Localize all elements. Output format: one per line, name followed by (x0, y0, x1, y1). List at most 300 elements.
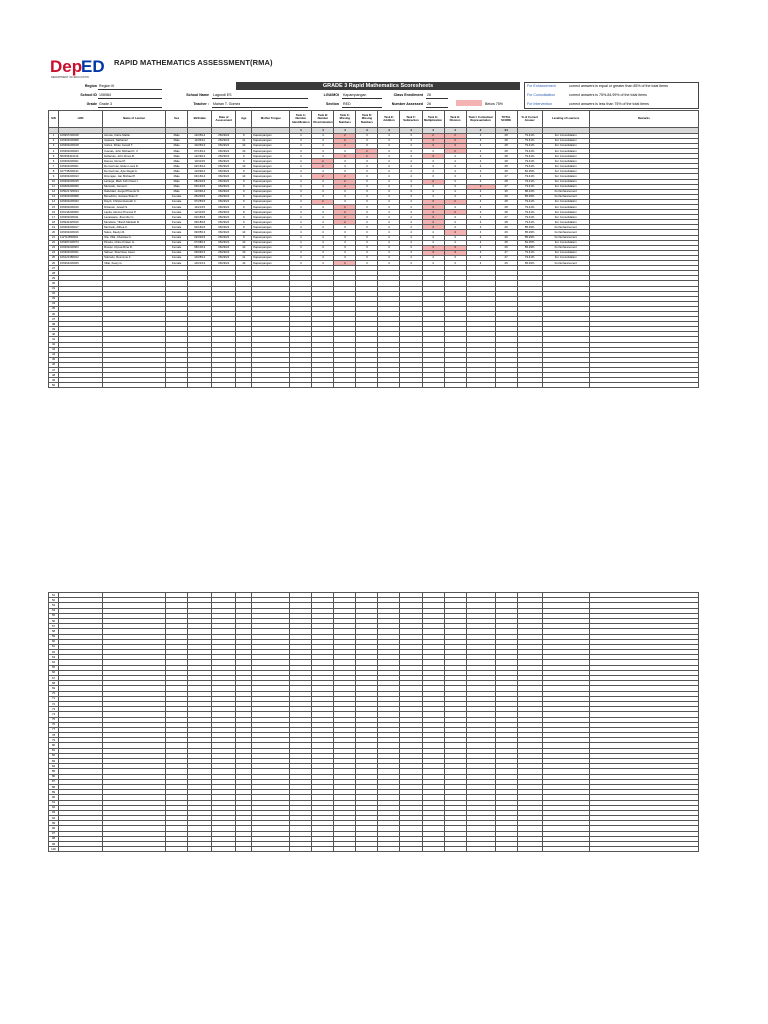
task-score-cell[interactable]: 4 (378, 174, 400, 179)
empty-cell[interactable] (517, 847, 542, 852)
learner-name-cell[interactable]: Villar, Keely G. (103, 261, 166, 266)
task-score-cell[interactable]: 4 (378, 164, 400, 169)
serial-number-cell[interactable]: 84 (49, 764, 59, 769)
task-score-cell[interactable]: 4 (312, 210, 334, 215)
assessment-date-cell[interactable]: 06/29/24 (212, 220, 236, 225)
total-score-cell[interactable]: 28 (495, 138, 517, 143)
task-score-cell[interactable]: 3 (422, 148, 444, 153)
empty-cell[interactable] (378, 383, 400, 388)
empty-cell[interactable] (59, 847, 103, 852)
task-score-cell[interactable]: 3 (356, 184, 378, 189)
lrn-cell[interactable]: 106363230015 (59, 179, 103, 184)
assessment-date-cell[interactable]: 06/29/24 (212, 230, 236, 235)
age-cell[interactable]: 9 (236, 189, 252, 194)
total-score-cell[interactable]: 28 (495, 169, 517, 174)
task-score-cell[interactable]: 3 (334, 230, 356, 235)
learner-name-cell[interactable]: De Guzman, Zyle Regal G. (103, 169, 166, 174)
serial-number-cell[interactable]: 30 (49, 281, 59, 286)
task-score-cell[interactable]: 4 (378, 189, 400, 194)
total-score-cell[interactable]: 29 (495, 225, 517, 230)
leveling-cell[interactable]: For Enhancement (542, 194, 589, 199)
task-score-cell[interactable]: 4 (422, 189, 444, 194)
task-score-cell[interactable]: 3 (356, 194, 378, 199)
learner-name-cell[interactable]: Acunia, Claire Mattie (103, 133, 166, 138)
percent-correct-cell[interactable]: 85.29% (517, 235, 542, 240)
assessment-date-cell[interactable]: 06/29/24 (212, 235, 236, 240)
task-score-cell[interactable]: 4 (466, 261, 495, 266)
task-score-cell[interactable]: 3 (334, 235, 356, 240)
age-cell[interactable]: 10 (236, 143, 252, 148)
total-score-cell[interactable]: 27 (495, 215, 517, 220)
sex-cell[interactable]: Female (166, 250, 188, 255)
task-score-cell[interactable]: 3 (356, 169, 378, 174)
total-score-cell[interactable]: 29 (495, 230, 517, 235)
learner-name-cell[interactable]: Carlos, Khian Jonard T. (103, 143, 166, 148)
empty-cell[interactable] (542, 847, 589, 852)
total-score-cell[interactable]: 28 (495, 148, 517, 153)
birthdate-cell[interactable]: 10/25/12 (188, 255, 212, 260)
serial-number-cell[interactable]: 28 (49, 271, 59, 276)
task-score-cell[interactable]: 3 (422, 143, 444, 148)
empty-cell[interactable] (188, 847, 212, 852)
mother-tongue-cell[interactable]: Kapampangan (252, 225, 290, 230)
mother-tongue-cell[interactable]: Kapampangan (252, 250, 290, 255)
serial-number-cell[interactable]: 5 (49, 154, 59, 159)
age-cell[interactable]: 11 (236, 138, 252, 143)
task-score-cell[interactable]: 4 (466, 143, 495, 148)
serial-number-cell[interactable]: 68 (49, 681, 59, 686)
assessment-date-cell[interactable]: 06/29/24 (212, 189, 236, 194)
empty-cell[interactable] (334, 847, 356, 852)
task-score-cell[interactable]: 4 (312, 205, 334, 210)
task-score-cell[interactable]: 4 (400, 159, 422, 164)
assessment-date-cell[interactable]: 06/29/24 (212, 199, 236, 204)
age-cell[interactable]: 9 (236, 133, 252, 138)
learner-name-cell[interactable]: Cuevas, John Michael D. II (103, 148, 166, 153)
task-score-cell[interactable]: 3 (444, 179, 466, 184)
task-score-cell[interactable]: 3 (400, 245, 422, 250)
task-score-cell[interactable]: 4 (444, 240, 466, 245)
serial-number-cell[interactable]: 27 (49, 266, 59, 271)
serial-number-cell[interactable]: 96 (49, 826, 59, 831)
assessment-date-cell[interactable]: 06/29/24 (212, 210, 236, 215)
assessment-date-cell[interactable]: 06/29/24 (212, 184, 236, 189)
task-score-cell[interactable]: 3 (334, 245, 356, 250)
leveling-cell[interactable]: For Enhancement (542, 189, 589, 194)
serial-number-cell[interactable]: 6 (49, 159, 59, 164)
mother-tongue-cell[interactable]: Kapampangan (252, 133, 290, 138)
task-score-cell[interactable]: 4 (290, 164, 312, 169)
task-score-cell[interactable]: 2 (422, 179, 444, 184)
task-score-cell[interactable]: 3 (422, 164, 444, 169)
leveling-cell[interactable]: For Consolidation (542, 210, 589, 215)
learner-name-cell[interactable]: Lapita, Alonna Princess P. (103, 210, 166, 215)
task-score-cell[interactable]: 4 (312, 250, 334, 255)
serial-number-cell[interactable]: 58 (49, 629, 59, 634)
serial-number-cell[interactable]: 23 (49, 245, 59, 250)
assessment-date-cell[interactable]: 06/29/24 (212, 154, 236, 159)
task-score-cell[interactable]: 4 (290, 154, 312, 159)
percent-correct-cell[interactable]: 79.41% (517, 205, 542, 210)
serial-number-cell[interactable]: 3 (49, 143, 59, 148)
birthdate-cell[interactable]: 07/08/13 (188, 240, 212, 245)
age-cell[interactable]: 9 (236, 194, 252, 199)
percent-correct-cell[interactable]: 85.29% (517, 194, 542, 199)
serial-number-cell[interactable]: 51 (49, 593, 59, 598)
task-score-cell[interactable]: 4 (466, 235, 495, 240)
task-score-cell[interactable]: 4 (466, 210, 495, 215)
task-score-cell[interactable]: 4 (400, 215, 422, 220)
mother-tongue-cell[interactable]: Kapampangan (252, 245, 290, 250)
sex-cell[interactable]: Male (166, 138, 188, 143)
assessment-date-cell[interactable]: 06/29/24 (212, 133, 236, 138)
learner-name-cell[interactable]: Mercado, Althea C. (103, 225, 166, 230)
learner-name-cell[interactable]: Dizanam, Jewell S. (103, 205, 166, 210)
serial-number-cell[interactable]: 42 (49, 342, 59, 347)
learner-name-cell[interactable]: Saboer, Sherrilose Janet (103, 250, 166, 255)
birthdate-cell[interactable]: 09/09/13 (188, 250, 212, 255)
serial-number-cell[interactable]: 50 (49, 383, 59, 388)
serial-number-cell[interactable]: 1 (49, 133, 59, 138)
task-score-cell[interactable]: 3 (422, 250, 444, 255)
task-score-cell[interactable]: 4 (312, 225, 334, 230)
sex-cell[interactable]: Male (166, 169, 188, 174)
task-score-cell[interactable]: 3 (444, 143, 466, 148)
serial-number-cell[interactable]: 83 (49, 759, 59, 764)
total-score-cell[interactable]: 28 (495, 143, 517, 148)
task-score-cell[interactable]: 4 (378, 235, 400, 240)
learner-name-cell[interactable]: Lavaswara, Jhennifer C. (103, 215, 166, 220)
task-score-cell[interactable]: 2 (444, 138, 466, 143)
mother-tongue-cell[interactable]: Kapampangan (252, 240, 290, 245)
task-score-cell[interactable]: 4 (312, 179, 334, 184)
task-score-cell[interactable]: 4 (444, 189, 466, 194)
task-score-cell[interactable]: 3 (356, 210, 378, 215)
percent-correct-cell[interactable]: 82.35% (517, 240, 542, 245)
lrn-cell[interactable]: 106942420016 (59, 220, 103, 225)
lrn-cell[interactable]: 105021720014 (59, 189, 103, 194)
serial-number-cell[interactable]: 20 (49, 230, 59, 235)
task-score-cell[interactable]: 4 (312, 245, 334, 250)
task-score-cell[interactable]: 4 (466, 164, 495, 169)
task-score-cell[interactable]: 4 (312, 230, 334, 235)
task-score-cell[interactable]: 3 (356, 215, 378, 220)
total-score-cell[interactable]: 27 (495, 250, 517, 255)
assessment-date-cell[interactable]: 06/29/24 (212, 159, 236, 164)
leveling-cell[interactable]: For Consolidation (542, 220, 589, 225)
assessment-date-cell[interactable]: 06/29/24 (212, 194, 236, 199)
total-score-cell[interactable]: 30 (495, 189, 517, 194)
enrollment-value[interactable]: 26 (426, 91, 448, 99)
percent-correct-cell[interactable]: 79.41% (517, 215, 542, 220)
task-score-cell[interactable]: 2 (334, 133, 356, 138)
mother-tongue-cell[interactable]: Kapampangan (252, 194, 290, 199)
grade-value[interactable]: Grade 3 (98, 100, 162, 108)
age-cell[interactable]: 10 (236, 174, 252, 179)
empty-cell[interactable] (495, 847, 517, 852)
task-score-cell[interactable]: 3 (422, 215, 444, 220)
leveling-cell[interactable]: For Consolidation (542, 255, 589, 260)
serial-number-cell[interactable]: 87 (49, 779, 59, 784)
mother-tongue-cell[interactable]: Kapampangan (252, 261, 290, 266)
task-score-cell[interactable]: 3 (444, 245, 466, 250)
serial-number-cell[interactable]: 57 (49, 624, 59, 629)
serial-number-cell[interactable]: 22 (49, 240, 59, 245)
mother-tongue-cell[interactable]: Kapampangan (252, 210, 290, 215)
serial-number-cell[interactable]: 19 (49, 225, 59, 230)
empty-cell[interactable] (188, 383, 212, 388)
serial-number-cell[interactable]: 26 (49, 261, 59, 266)
serial-number-cell[interactable]: 77 (49, 727, 59, 732)
empty-cell[interactable] (312, 383, 334, 388)
lrn-cell[interactable]: 106363230016 (59, 230, 103, 235)
leveling-cell[interactable]: For Enhancement (542, 235, 589, 240)
leveling-cell[interactable]: For Consolidation (542, 184, 589, 189)
serial-number-cell[interactable]: 14 (49, 199, 59, 204)
serial-number-cell[interactable]: 78 (49, 733, 59, 738)
task-score-cell[interactable]: 4 (312, 215, 334, 220)
serial-number-cell[interactable]: 40 (49, 332, 59, 337)
percent-correct-cell[interactable]: 82.35% (517, 169, 542, 174)
serial-number-cell[interactable]: 73 (49, 707, 59, 712)
total-score-cell[interactable]: 28 (495, 164, 517, 169)
task-score-cell[interactable]: 4 (400, 174, 422, 179)
serial-number-cell[interactable]: 29 (49, 276, 59, 281)
task-score-cell[interactable]: 3 (466, 184, 495, 189)
sex-cell[interactable]: Male (166, 174, 188, 179)
task-score-cell[interactable]: 4 (312, 138, 334, 143)
task-score-cell[interactable]: 3 (334, 199, 356, 204)
lrn-cell[interactable]: 106363230013 (59, 174, 103, 179)
percent-correct-cell[interactable]: 79.41% (517, 250, 542, 255)
serial-number-cell[interactable]: 35 (49, 306, 59, 311)
task-score-cell[interactable]: 4 (400, 154, 422, 159)
percent-correct-cell[interactable]: 88.24% (517, 189, 542, 194)
task-score-cell[interactable]: 3 (356, 261, 378, 266)
mother-tongue-cell[interactable]: Kapampangan (252, 154, 290, 159)
serial-number-cell[interactable]: 36 (49, 311, 59, 316)
percent-correct-cell[interactable]: 79.41% (517, 179, 542, 184)
task-score-cell[interactable]: 4 (400, 240, 422, 245)
learner-name-cell[interactable]: Dayrit, Christel Hannah C. (103, 199, 166, 204)
age-cell[interactable]: 9 (236, 220, 252, 225)
birthdate-cell[interactable]: 12/09/14 (188, 189, 212, 194)
task-score-cell[interactable]: 3 (422, 184, 444, 189)
mother-tongue-cell[interactable]: Kapampangan (252, 138, 290, 143)
task-score-cell[interactable]: 4 (400, 255, 422, 260)
task-score-cell[interactable]: 4 (378, 179, 400, 184)
task-score-cell[interactable]: 3 (444, 164, 466, 169)
task-score-cell[interactable]: 4 (400, 199, 422, 204)
age-cell[interactable]: 10 (236, 250, 252, 255)
serial-number-cell[interactable]: 95 (49, 821, 59, 826)
serial-number-cell[interactable]: 63 (49, 655, 59, 660)
task-score-cell[interactable]: 4 (400, 205, 422, 210)
leveling-cell[interactable]: For Enhancement (542, 230, 589, 235)
task-score-cell[interactable]: 4 (378, 154, 400, 159)
task-score-cell[interactable]: 4 (378, 210, 400, 215)
task-score-cell[interactable]: 3 (334, 148, 356, 153)
lrn-cell[interactable]: 112711550001 (59, 235, 103, 240)
learner-name-cell[interactable]: Ola, Villa, Charissa G. (103, 235, 166, 240)
task-score-cell[interactable]: 4 (290, 184, 312, 189)
task-score-cell[interactable]: 3 (444, 255, 466, 260)
task-score-cell[interactable]: 4 (444, 225, 466, 230)
task-score-cell[interactable]: 4 (400, 210, 422, 215)
sex-cell[interactable]: Male (166, 143, 188, 148)
task-score-cell[interactable]: 3 (422, 199, 444, 204)
birthdate-cell[interactable]: 02/16/15 (188, 225, 212, 230)
task-score-cell[interactable]: 4 (378, 220, 400, 225)
age-cell[interactable]: 11 (236, 255, 252, 260)
task-score-cell[interactable]: 2 (312, 159, 334, 164)
empty-cell[interactable] (495, 383, 517, 388)
task-score-cell[interactable]: 4 (312, 255, 334, 260)
task-score-cell[interactable]: 4 (466, 240, 495, 245)
task-score-cell[interactable]: 4 (290, 210, 312, 215)
birthdate-cell[interactable]: 10/11/15 (188, 159, 212, 164)
task-score-cell[interactable]: 4 (466, 159, 495, 164)
task-score-cell[interactable]: 4 (400, 164, 422, 169)
empty-cell[interactable] (290, 383, 312, 388)
age-cell[interactable]: 9 (236, 199, 252, 204)
task-score-cell[interactable]: 3 (356, 189, 378, 194)
total-score-cell[interactable]: 28 (495, 133, 517, 138)
task-score-cell[interactable]: 4 (290, 194, 312, 199)
task-score-cell[interactable]: 4 (378, 250, 400, 255)
task-score-cell[interactable]: 4 (400, 235, 422, 240)
task-score-cell[interactable]: 4 (400, 194, 422, 199)
serial-number-cell[interactable]: 7 (49, 164, 59, 169)
task-score-cell[interactable]: 4 (466, 245, 495, 250)
task-score-cell[interactable]: 3 (334, 255, 356, 260)
task-score-cell[interactable]: 4 (290, 230, 312, 235)
learner-name-cell[interactable]: Benedicto, Jussiea Shan P. (103, 194, 166, 199)
assessment-date-cell[interactable]: 06/29/24 (212, 225, 236, 230)
empty-cell[interactable] (312, 847, 334, 852)
birthdate-cell[interactable]: 12/25/14 (188, 133, 212, 138)
task-score-cell[interactable]: 4 (312, 169, 334, 174)
sex-cell[interactable]: Male (166, 179, 188, 184)
task-score-cell[interactable]: 2 (334, 143, 356, 148)
mother-tongue-cell[interactable]: Kapampangan (252, 164, 290, 169)
task-score-cell[interactable]: 2 (334, 210, 356, 215)
age-cell[interactable]: 9 (236, 159, 252, 164)
task-score-cell[interactable]: 4 (378, 230, 400, 235)
lrn-cell[interactable]: 106363230030 (59, 184, 103, 189)
serial-number-cell[interactable]: 69 (49, 686, 59, 691)
sex-cell[interactable]: Male (166, 148, 188, 153)
empty-cell[interactable] (589, 847, 698, 852)
sex-cell[interactable]: Female (166, 245, 188, 250)
task-score-cell[interactable]: 4 (378, 245, 400, 250)
sex-cell[interactable]: Female (166, 230, 188, 235)
birthdate-cell[interactable]: 08/22/15 (188, 179, 212, 184)
learner-name-cell[interactable]: Nalos, Daelyn R. (103, 230, 166, 235)
birthdate-cell[interactable]: 02/18/15 (188, 215, 212, 220)
serial-number-cell[interactable]: 9 (49, 174, 59, 179)
sex-cell[interactable]: Female (166, 210, 188, 215)
task-score-cell[interactable]: 3 (334, 240, 356, 245)
lrn-cell[interactable]: 106363230031 (59, 250, 103, 255)
mother-tongue-cell[interactable]: Kapampangan (252, 169, 290, 174)
task-score-cell[interactable]: 4 (290, 143, 312, 148)
sex-cell[interactable]: Male (166, 159, 188, 164)
task-score-cell[interactable]: 4 (312, 143, 334, 148)
serial-number-cell[interactable]: 44 (49, 352, 59, 357)
task-score-cell[interactable]: 4 (422, 235, 444, 240)
task-score-cell[interactable]: 4 (466, 179, 495, 184)
age-cell[interactable]: 9 (236, 205, 252, 210)
birthdate-cell[interactable]: 11/26/12 (188, 138, 212, 143)
empty-cell[interactable] (212, 383, 236, 388)
learner-name-cell[interactable]: Dames, Romel P. (103, 159, 166, 164)
serial-number-cell[interactable]: 11 (49, 184, 59, 189)
age-cell[interactable]: 9 (236, 169, 252, 174)
birthdate-cell[interactable]: 09/05/13 (188, 230, 212, 235)
lrn-cell[interactable]: 106387230073 (59, 240, 103, 245)
task-score-cell[interactable]: 4 (290, 148, 312, 153)
leveling-cell[interactable]: For Consolidation (542, 143, 589, 148)
serial-number-cell[interactable]: 17 (49, 215, 59, 220)
serial-number-cell[interactable]: 48 (49, 373, 59, 378)
sex-cell[interactable]: Female (166, 240, 188, 245)
mother-tongue-cell[interactable]: Kapampangan (252, 174, 290, 179)
learner-name-cell[interactable]: Mendieta, Ylliesh Marleah B. (103, 220, 166, 225)
birthdate-cell[interactable]: 02/16/14 (188, 164, 212, 169)
task-score-cell[interactable]: 4 (400, 143, 422, 148)
learner-name-cell[interactable]: Rosqui, Alyssa Rina R. (103, 245, 166, 250)
teacher-value[interactable]: Mairan T. Gomez (212, 100, 308, 108)
serial-number-cell[interactable]: 55 (49, 613, 59, 618)
task-score-cell[interactable]: 2 (444, 210, 466, 215)
task-score-cell[interactable]: 3 (444, 205, 466, 210)
mother-tongue-cell[interactable]: Kapampangan (252, 159, 290, 164)
task-score-cell[interactable]: 2 (334, 215, 356, 220)
task-score-cell[interactable]: 3 (422, 159, 444, 164)
learner-name-cell[interactable]: De Guzman, Elden Louis D. (103, 164, 166, 169)
serial-number-cell[interactable]: 4 (49, 148, 59, 153)
serial-number-cell[interactable]: 52 (49, 598, 59, 603)
empty-cell[interactable] (542, 383, 589, 388)
serial-number-cell[interactable]: 98 (49, 836, 59, 841)
percent-correct-cell[interactable]: 85.29% (517, 225, 542, 230)
serial-number-cell[interactable]: 41 (49, 337, 59, 342)
task-score-cell[interactable]: 3 (356, 205, 378, 210)
task-score-cell[interactable]: 3 (356, 245, 378, 250)
task-score-cell[interactable]: 4 (466, 133, 495, 138)
percent-correct-cell[interactable]: 79.41% (517, 148, 542, 153)
leveling-cell[interactable]: For Consolidation (542, 205, 589, 210)
task-score-cell[interactable]: 3 (356, 235, 378, 240)
percent-correct-cell[interactable]: 85.29% (517, 230, 542, 235)
serial-number-cell[interactable]: 59 (49, 634, 59, 639)
task-score-cell[interactable]: 3 (444, 261, 466, 266)
task-score-cell[interactable]: 3 (444, 235, 466, 240)
serial-number-cell[interactable]: 62 (49, 650, 59, 655)
school-name-value[interactable]: Lagundi ES (212, 91, 308, 99)
total-score-cell[interactable]: 28 (495, 179, 517, 184)
empty-cell[interactable] (400, 847, 422, 852)
task-score-cell[interactable]: 4 (290, 199, 312, 204)
empty-cell[interactable] (356, 847, 378, 852)
serial-number-cell[interactable]: 86 (49, 774, 59, 779)
total-score-cell[interactable]: 28 (495, 199, 517, 204)
serial-number-cell[interactable]: 74 (49, 712, 59, 717)
task-score-cell[interactable]: 4 (466, 148, 495, 153)
lrn-cell[interactable]: 107735230131 (59, 169, 103, 174)
total-score-cell[interactable]: 29 (495, 235, 517, 240)
